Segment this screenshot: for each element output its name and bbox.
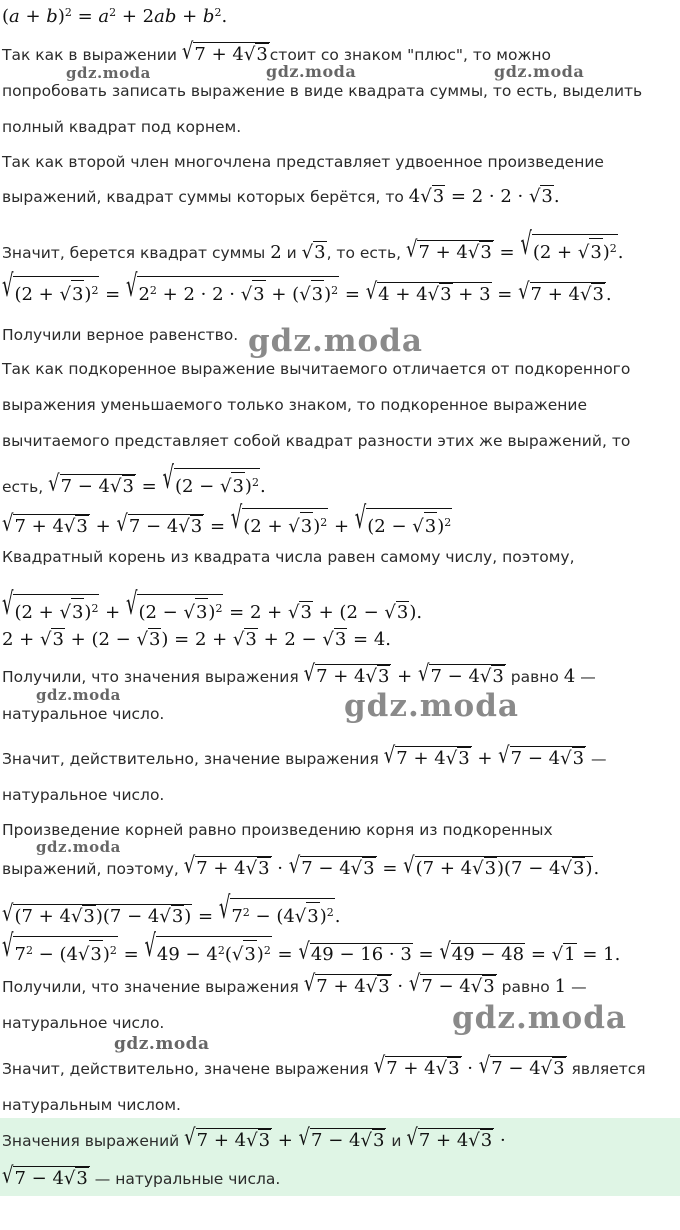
watermark: gdz.moda [114,1034,210,1054]
text-line: натуральным числом. [2,1096,181,1114]
text-line: попробовать записать выражение в виде квадрата суммы, то есть, выделить [2,82,643,100]
watermark: gdz.moda [452,1000,627,1036]
formula-line: $√(2 + √3)^2 = √2^2 + 2 \cdot 2 \cdot √3 + (√3)^2 = √4 + 4√3 + 3 = √7 + 4√3$ . [2,268,612,305]
watermark: gdz.moda [36,686,121,704]
watermark: gdz.moda [36,838,121,856]
text-line: есть, $√7 - 4√3 = √(2 - √3)^2$. [2,460,266,497]
formula-line: $√(7 + 4√3)(7 - 4√3) = √7^2 - (4√3)^2$. [2,890,341,927]
text-line: Квадратный корень из квадрата числа равен самому числу, поэтому, [2,548,575,566]
text-line: вычитаемого представляет собой квадрат разности этих же выражений, то [2,432,631,450]
formula-line: 2 + √3 + (2 − √3) = 2 + √3 + 2 − √3 = 4. [2,629,392,650]
text-line: натуральное число. [2,1014,165,1032]
text-line: натуральное число. [2,705,165,723]
text-line: Значит, действительно, значене выражения √7 + 4√3 · √7 − 4√3 является [2,1052,646,1079]
conclusion-line: √7 − 4√3 — натуральные числа. [2,1162,281,1189]
formula-line: $√(2 + √3)^2 + √(2 - √3)^2 = 2 + √3 + (2 - √3)$. [2,586,423,623]
text-line: полный квадрат под корнем. [2,118,242,136]
text-line: выражения уменьшаемого только знаком, то подкоренное выражение [2,396,588,414]
text-line: натуральное число. [2,786,165,804]
text-line: Значит, берется квадрат суммы 2 и √3, то есть, $√7 + 4√3 = √(2 + √3)^2$. [2,226,624,263]
watermark: gdz.moda [266,62,357,81]
text-line: Произведение корней равно произведению корня из подкоренных [2,821,553,839]
text-line: Так как подкоренное выражение вычитаемого отличается от подкоренного [2,360,631,378]
text-line: Так как второй член многочлена представляет удвоенное произведение [2,153,604,171]
formula-line: $√7^2 - (4√3)^2 = √49 - 4^2(√3)^2 = √49 - 16 \cdot 3 = √49 - 48 = √1 = 1$. [2,928,621,965]
formula-line: $√7 + 4√3 + √7 - 4√3 = √(2 + √3)^2 + √(2 - √3)^2$ [2,500,452,537]
text-line: выражений, квадрат суммы которых берётся, то 4√3 = 2 · 2 · √3. [2,186,560,207]
text-line: Так как в выражении √7 + 4√3 стоит со знаком "плюс", то можно [2,38,552,65]
text-line: Значит, действительно, значение выражения √7 + 4√3 + √7 − 4√3 — [2,742,607,769]
watermark: gdz.moda [344,688,519,724]
formula-square-of-sum: $(a + b)^2 = a^2 + 2ab + b^2$. [2,5,228,27]
text-line: Получили, что значения выражения √7 + 4√3 + √7 − 4√3 равно 4 — [2,660,596,687]
watermark: gdz.moda [494,62,585,81]
text-line: Получили, что значение выражения √7 + 4√3 · √7 − 4√3 равно 1 — [2,970,587,997]
text-line: выражений, поэтому, √7 + 4√3 · √7 − 4√3 = √(7 + 4√3)(7 − 4√3). [2,852,600,879]
watermark: gdz.moda [248,323,423,359]
watermark: gdz.moda [66,64,151,82]
text-line: Получили верное равенство. [2,326,239,344]
conclusion-line: Значения выражений √7 + 4√3 + √7 − 4√3 и √7 + 4√3 · [2,1124,506,1151]
